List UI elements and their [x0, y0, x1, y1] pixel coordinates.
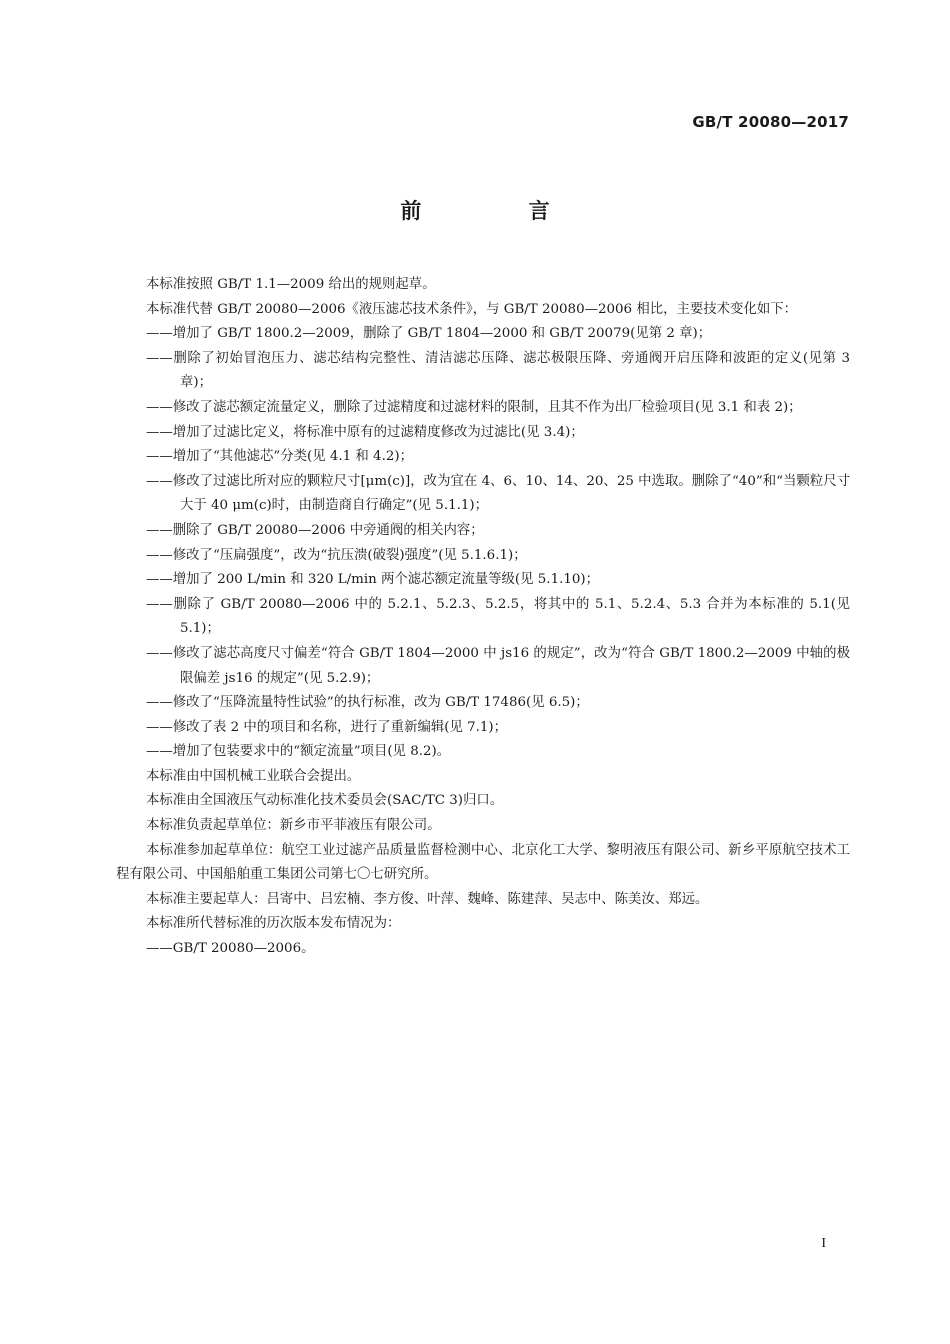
paragraph: 本标准由中国机械工业联合会提出。	[146, 768, 361, 784]
change-list-item: ——增加了 GB/T 1800.2—2009，删除了 GB/T 1804—2000 和 GB/T 20079(见第 2 章)；	[146, 326, 712, 342]
paragraph: 本标准主要起草人：吕寄中、吕宏楠、李方俊、叶萍、魏峰、陈建萍、吴志中、陈美汝、郑远。	[146, 891, 709, 907]
document-body	[116, 273, 850, 962]
change-list-item: ——修改了表 2 中的项目和名称，进行了重新编辑(见 7.1)；	[146, 719, 508, 735]
change-list-item: ——修改了过滤比所对应的颗粒尺寸[μm(c)]，改为宜在 4、6、10、14、20、25 中选取。删除了“40”和“当颗粒尺寸大于 40 μm(c)时，由制造商自行确定”(见 5.1.1)；	[146, 473, 850, 514]
paragraph: 本标准由全国液压气动标准化技术委员会(SAC/TC 3)归口。	[146, 793, 504, 809]
change-list-item: ——修改了“压扁强度”，改为“抗压溃(破裂)强度”(见 5.1.6.1)；	[146, 547, 527, 563]
change-list-item: ——修改了滤芯高度尺寸偏差“符合 GB/T 1804—2000 中 js16 的规定”，改为“符合 GB/T 1800.2—2009 中轴的极限偏差 js16 的规定”(见 5.2.9)；	[146, 645, 850, 686]
change-list-item: ——删除了 GB/T 20080—2006 中旁通阀的相关内容；	[146, 522, 484, 538]
change-list-item: ——修改了滤芯额定流量定义，删除了过滤精度和过滤材料的限制，且其不作为出厂检验项目(见 3.1 和表 2)；	[146, 399, 802, 415]
standard-number: GB/T 20080—2017	[692, 113, 849, 131]
change-list-item: ——增加了过滤比定义，将标准中原有的过滤精度修改为过滤比(见 3.4)；	[146, 424, 584, 440]
paragraph: 本标准代替 GB/T 20080—2006《液压滤芯技术条件》，与 GB/T 20080—2006 相比，主要技术变化如下：	[146, 301, 798, 317]
paragraph: 本标准参加起草单位：航空工业过滤产品质量监督检测中心、北京化工大学、黎明液压有限公司、新乡平原航空技术工程有限公司、中国船舶重工集团公司第七〇七研究所。	[116, 842, 850, 883]
change-list-item: ——删除了 GB/T 20080—2006 中的 5.2.1、5.2.3、5.2.5，将其中的 5.1、5.2.4、5.3 合并为本标准的 5.1(见 5.1)；	[146, 596, 850, 637]
change-list-item: ——修改了“压降流量特性试验”的执行标准，改为 GB/T 17486(见 6.5)；	[146, 695, 589, 711]
change-list-item: ——增加了 200 L/min 和 320 L/min 两个滤芯额定流量等级(见 5.1.10)；	[146, 572, 599, 588]
page-title: 前 言	[400, 199, 600, 223]
paragraph: 本标准所代替标准的历次版本发布情况为：	[146, 916, 401, 932]
paragraph: 本标准按照 GB/T 1.1—2009 给出的规则起草。	[146, 277, 436, 292]
change-list-item: ——GB/T 20080—2006。	[146, 941, 315, 957]
change-list-item: ——增加了包装要求中的“额定流量”项目(见 8.2)。	[146, 744, 451, 760]
paragraph: 本标准负责起草单位：新乡市平菲液压有限公司。	[146, 818, 441, 834]
change-list-item: ——删除了初始冒泡压力、滤芯结构完整性、清洁滤芯压降、滤芯极限压降、旁通阀开启压降和波距的定义(见第 3 章)；	[146, 350, 850, 391]
page-number: I	[821, 1236, 826, 1251]
change-list-item: ——增加了“其他滤芯”分类(见 4.1 和 4.2)；	[146, 449, 413, 465]
